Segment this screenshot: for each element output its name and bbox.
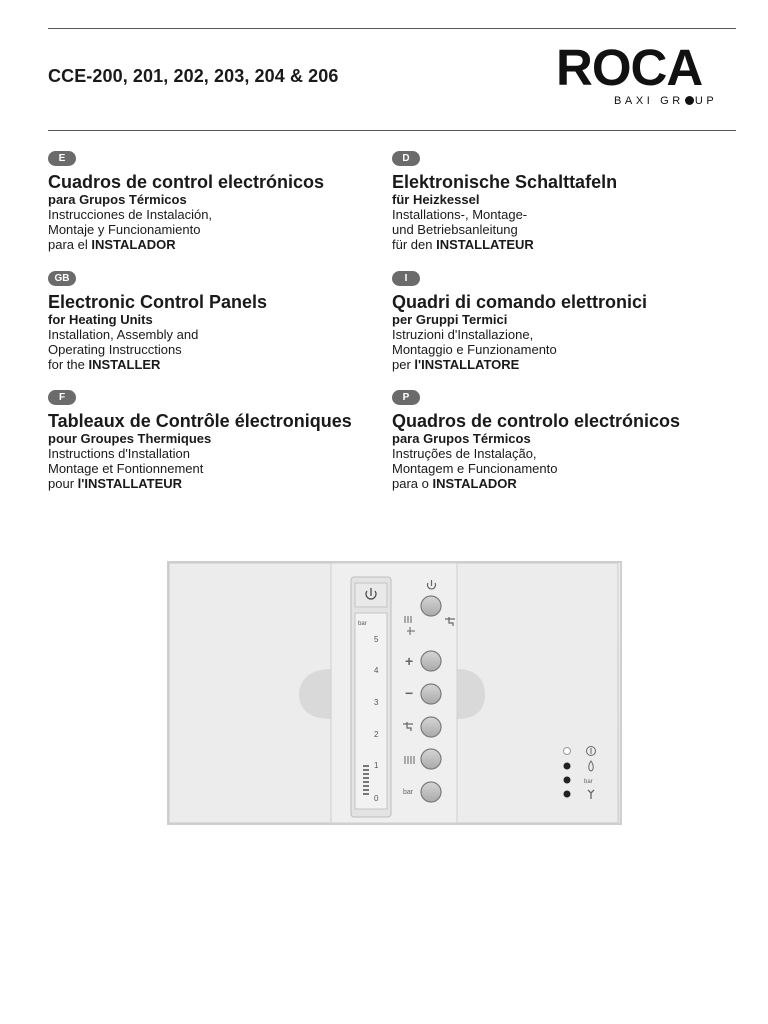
block-line: Montagem e Funcionamento bbox=[392, 461, 558, 476]
language-badge: I bbox=[392, 271, 420, 286]
language-block-it bbox=[392, 268, 732, 372]
info-led bbox=[564, 748, 571, 755]
block-audience: para o INSTALADOR bbox=[392, 476, 517, 491]
block-title: Electronic Control Panels bbox=[48, 292, 268, 312]
block-audience: for the INSTALLER bbox=[48, 357, 161, 372]
logo-dot-icon bbox=[685, 96, 694, 105]
brand-subline: BAXI GR UP bbox=[614, 95, 718, 107]
block-subtitle: para Grupos Térmicos bbox=[48, 192, 187, 207]
language-block-fr bbox=[48, 387, 388, 491]
block-line: Instrucciones de Instalación, bbox=[48, 207, 213, 222]
flame-led bbox=[564, 763, 571, 770]
gauge-tick-5: 5 bbox=[374, 635, 379, 644]
block-line: Operating Instrucctions bbox=[48, 342, 182, 357]
block-line: Instruções de Instalação, bbox=[392, 446, 537, 461]
block-line: und Betriebsanleitung bbox=[392, 222, 518, 237]
dhw-button[interactable] bbox=[421, 717, 441, 737]
model-numbers: CCE-200, 201, 202, 203, 204 & 206 bbox=[48, 66, 339, 86]
gauge-tick-2: 2 bbox=[374, 730, 379, 739]
bar-label: bar bbox=[403, 789, 414, 796]
block-subtitle: pour Groupes Thermiques bbox=[48, 431, 212, 446]
wrench-led bbox=[564, 791, 571, 798]
block-audience: pour l'INSTALLATEUR bbox=[48, 476, 183, 491]
bar-led bbox=[564, 777, 571, 784]
language-badge: E bbox=[48, 151, 76, 166]
language-block-es bbox=[48, 148, 388, 252]
block-title: Elektronische Schalttafeln bbox=[392, 172, 618, 192]
block-title: Tableaux de Contrôle électroniques bbox=[48, 411, 352, 431]
block-line: Installation, Assembly and bbox=[48, 327, 199, 342]
language-badge: GB bbox=[48, 271, 76, 286]
block-line: Installations-, Montage- bbox=[392, 207, 528, 222]
control-panel-photo bbox=[167, 561, 622, 825]
block-line: Montaggio e Funzionamento bbox=[392, 342, 557, 357]
block-line: Montage et Fontionnement bbox=[48, 461, 204, 476]
language-block-gb bbox=[48, 268, 388, 372]
header-rule bbox=[48, 130, 736, 131]
pressure-button[interactable] bbox=[421, 782, 441, 802]
block-title: Quadros de controlo electrónicos bbox=[392, 411, 681, 431]
gauge-tick-3: 3 bbox=[374, 698, 379, 707]
language-badge: P bbox=[392, 390, 420, 405]
language-badge: D bbox=[392, 151, 420, 166]
block-audience: für den INSTALLATEUR bbox=[392, 237, 534, 252]
block-subtitle: para Grupos Térmicos bbox=[392, 431, 531, 446]
language-block-de bbox=[392, 148, 732, 252]
block-line: Instructions d'Installation bbox=[48, 446, 190, 461]
roca-logo bbox=[556, 39, 736, 107]
block-subtitle: für Heizkessel bbox=[392, 192, 480, 207]
gauge-tick-4: 4 bbox=[374, 666, 379, 675]
gauge-tick-1: 1 bbox=[374, 761, 379, 770]
plus-button[interactable] bbox=[421, 651, 441, 671]
bar-indicator-label: bar bbox=[584, 779, 593, 785]
language-badge: F bbox=[48, 390, 76, 405]
heating-button[interactable] bbox=[421, 749, 441, 769]
language-block-pt bbox=[392, 387, 732, 491]
gauge-unit: bar bbox=[358, 621, 367, 627]
block-title: Cuadros de control electrónicos bbox=[48, 172, 325, 192]
minus-label: − bbox=[405, 685, 414, 701]
block-audience: per l'INSTALLATORE bbox=[392, 357, 520, 372]
plus-label: + bbox=[405, 653, 414, 669]
gauge-scale bbox=[355, 613, 387, 809]
minus-button[interactable] bbox=[421, 684, 441, 704]
block-line: Montaje y Funcionamiento bbox=[48, 222, 201, 237]
block-title: Quadri di comando elettronici bbox=[392, 292, 648, 312]
block-subtitle: for Heating Units bbox=[48, 312, 153, 327]
gauge-tick-0: 0 bbox=[374, 794, 379, 803]
block-audience: para el INSTALADOR bbox=[48, 237, 176, 252]
block-line: Istruzioni d'Installazione, bbox=[392, 327, 534, 342]
top-rule bbox=[48, 28, 736, 29]
power-button[interactable] bbox=[421, 596, 441, 616]
brand-name: ROCA bbox=[556, 39, 703, 96]
block-subtitle: per Gruppi Termici bbox=[392, 312, 508, 327]
